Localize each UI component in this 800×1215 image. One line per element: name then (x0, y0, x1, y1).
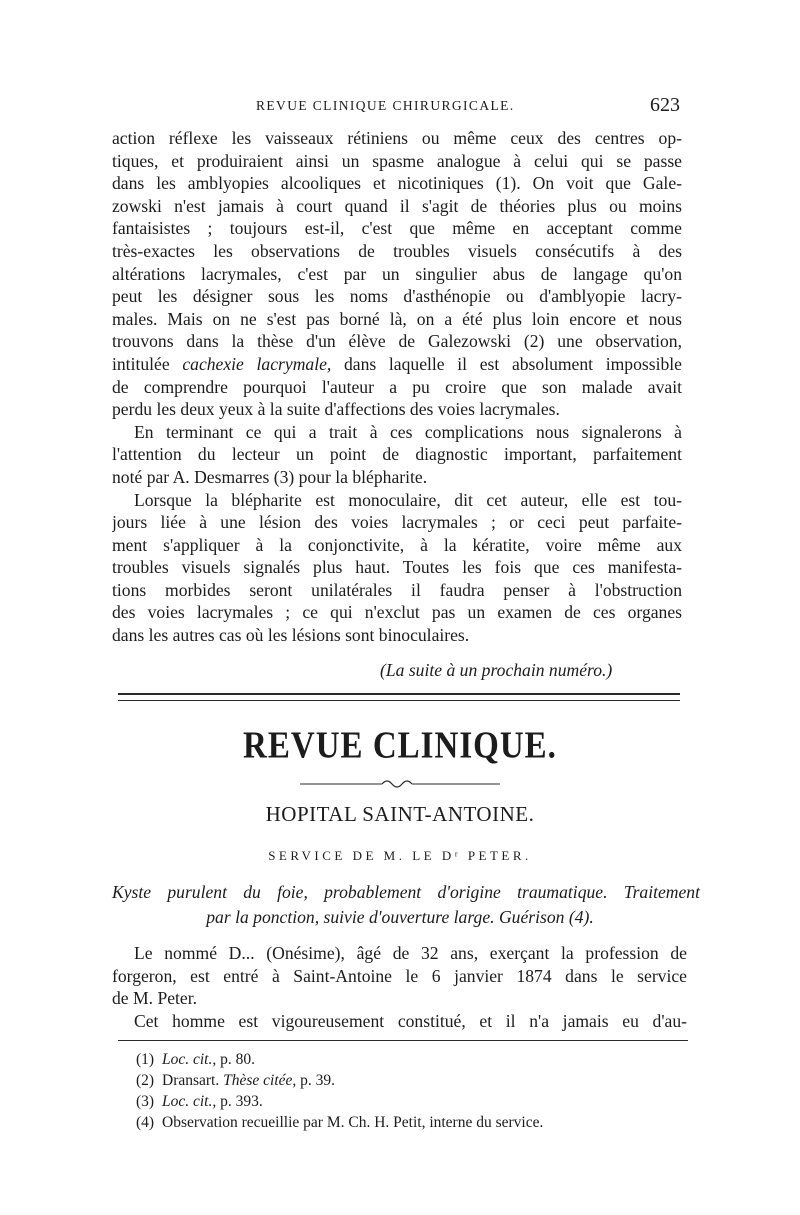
continuation-note: (La suite à un prochain numéro.) (380, 660, 613, 680)
hospital-name: HOPITAL SAINT-ANTOINE. (265, 802, 535, 826)
section-divider (118, 693, 680, 701)
section-heading: REVUE CLINIQUE. (243, 725, 557, 767)
text-line: de M. Peter. (112, 988, 198, 1009)
text-line: males. Mais on ne s'est pas borné là, on a été plus loin encore et nous (112, 308, 682, 329)
footnote-text: p. 39. (296, 1072, 336, 1089)
footnote-text: p. 393. (216, 1093, 263, 1110)
text-line: action réflexe les vaisseaux rétiniens ou même ceux des centres op- (112, 128, 682, 148)
text-line: Le nommé D... (Onésime), âgé de 32 ans, exerçant la profession de (134, 943, 687, 963)
continued-article-text (112, 127, 682, 647)
text-line: l'attention du lecteur un point de diagnostic important, parfaitement (112, 444, 682, 465)
footnote-citation: Loc. cit., (162, 1051, 217, 1068)
case-title-line: Kyste purulent du foie, probablement d'origine traumatique. Traitement (112, 882, 700, 902)
text-line: ment s'appliquer à la conjonctivite, à la kératite, voire même aux (112, 534, 682, 555)
text-line: troubles visuels signalés plus haut. Toutes les fois que ces manifesta- (112, 557, 682, 578)
text-line: peut les désigner sous les noms d'asthénopie ou d'amblyopie lacry- (112, 286, 682, 307)
footnote-author: Dransart. (162, 1072, 224, 1089)
footnote-number: (4) (136, 1114, 155, 1131)
page-number: 623 (650, 94, 680, 116)
text-line: fantaisistes ; toujours est-il, c'est que même en acceptant comme (112, 218, 682, 239)
text-line (112, 353, 682, 376)
text-line: tiques, et produiraient ainsi un spasme analogue à celui qui se passe (112, 150, 682, 171)
text-line: perdu les deux yeux à la suite d'affections des voies lacrymales. (112, 399, 560, 420)
text-line: dans les amblyopies alcooliques et nicotiniques (1). On voit que Gale- (112, 173, 682, 194)
italic-term: cachexie lacrymale, (182, 353, 332, 374)
text-line: Lorsque la blépharite est monoculaire, dit cet auteur, elle est tou- (134, 489, 682, 510)
text-line: noté par A. Desmarres (3) pour la blépharite. (112, 466, 428, 487)
footnote-rule (118, 1040, 688, 1041)
text-line: tions morbides seront unilatérales il faudra penser à l'obstruction (112, 579, 682, 600)
text-line: trouvons dans la thèse d'un élève de Galezowski (2) une observation, (112, 331, 682, 352)
text-line: dans les autres cas où les lésions sont binoculaires. (112, 625, 470, 646)
footnote-number: (2) (136, 1072, 155, 1089)
case-title-line: par la ponction, suivie d'ouverture large. Guérison (4). (206, 907, 594, 927)
text-segment: dans laquelle il est absolument impossible (331, 353, 682, 374)
footnote-citation: Loc. cit., (162, 1093, 217, 1110)
text-line: Cet homme est vigoureusement constitué, et il n'a jamais eu d'au- (134, 1010, 687, 1031)
text-segment: intitulée (112, 353, 183, 374)
service-line: SERVICE DE M. LE Dʳ PETER. (268, 848, 532, 863)
text-line: forgeron, est entré à Saint-Antoine le 6 janvier 1874 dans le service (112, 965, 687, 986)
footnote (136, 1112, 656, 1133)
footnote (136, 1070, 656, 1091)
running-title: REVUE CLINIQUE CHIRURGICALE. (256, 98, 515, 113)
footnotes (136, 1049, 656, 1133)
text-line: jours liée à une lésion des voies lacrymales ; or ceci peut parfaite- (112, 512, 682, 533)
case-report-text (112, 942, 687, 1032)
text-line: de comprendre pourquoi l'auteur a pu croire que son malade avait (112, 376, 682, 397)
ornament-rule (300, 777, 500, 791)
text-line: des voies lacrymales ; ce qui n'exclut pas un examen de ces organes (112, 602, 682, 623)
footnote-text: p. 80. (216, 1051, 255, 1068)
footnote-number: (3) (136, 1093, 155, 1110)
text-line: très-exactes les observations de troubles visuels consécutifs à des (112, 240, 682, 261)
footnote-number: (1) (136, 1051, 155, 1068)
text-line: En terminant ce qui a trait à ces complications nous signalerons à (134, 421, 682, 442)
text-line: zowski n'est jamais à court quand il s'agit de théories plus ou moins (112, 195, 682, 216)
running-head (112, 94, 682, 120)
footnote-citation: Thèse citée, (223, 1072, 297, 1089)
footnote-text: Observation recueillie par M. Ch. H. Petit, interne du service. (162, 1114, 544, 1131)
footnote (136, 1049, 656, 1070)
text-line: altérations lacrymales, c'est par un singulier abus de langage qu'on (112, 263, 682, 284)
footnote (136, 1091, 656, 1112)
